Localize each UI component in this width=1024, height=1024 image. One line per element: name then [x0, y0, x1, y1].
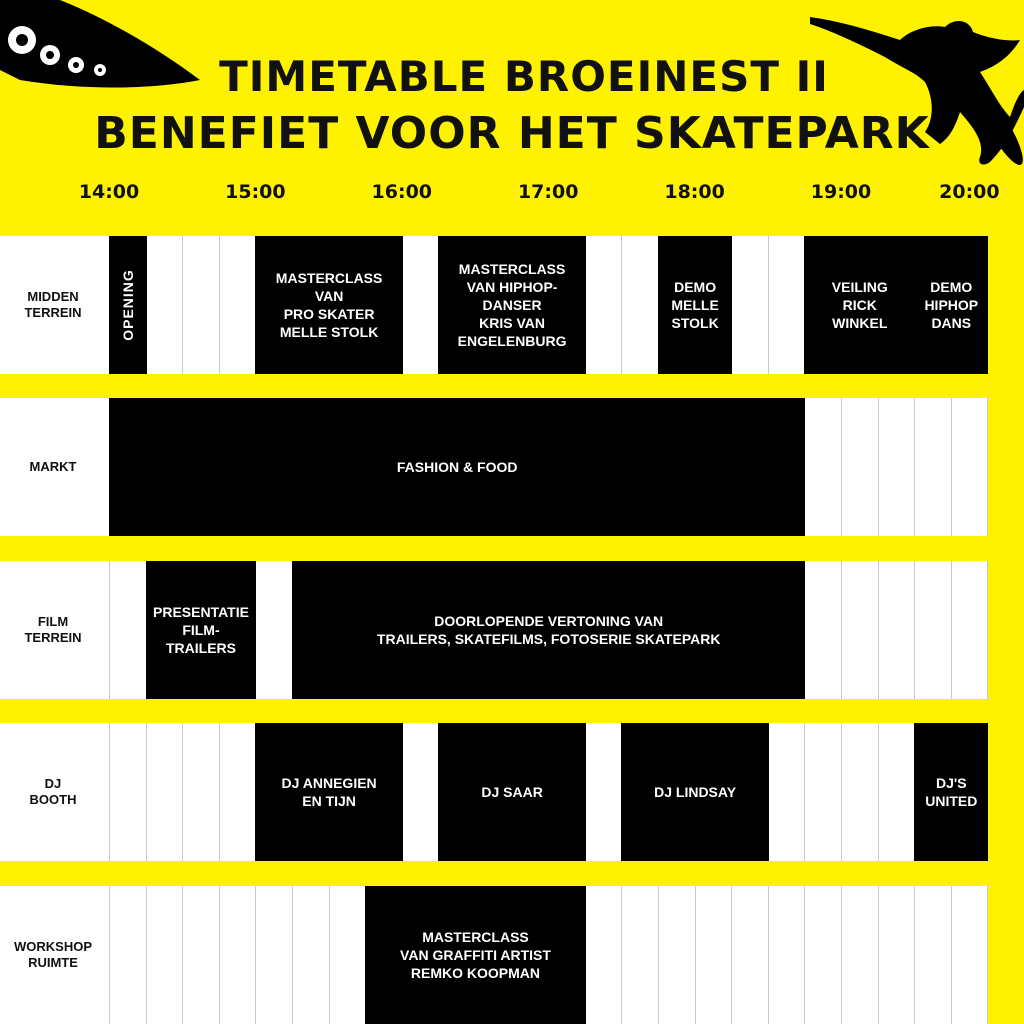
grid-line [146, 886, 147, 1024]
time-tick-label: 16:00 [371, 181, 433, 203]
event-block [621, 723, 768, 861]
grid-line [951, 398, 952, 536]
grid-line [731, 886, 732, 1024]
grid-line [841, 723, 842, 861]
event-label: DJ LINDSAY [654, 784, 737, 800]
time-tick-label: 14:00 [78, 181, 140, 203]
grid-line [255, 886, 256, 1024]
grid-line [219, 886, 220, 1024]
grid-line [658, 886, 659, 1024]
right-border-strip [988, 206, 1024, 1024]
event-block [255, 236, 402, 374]
event-label: MASTERCLASS VAN PRO SKATER MELLE STOLK [275, 270, 383, 340]
grid-line [804, 886, 805, 1024]
grid-line [878, 723, 879, 861]
row-label: WORKSHOP RUIMTE [14, 939, 92, 970]
grid-line [219, 723, 220, 861]
grid-line [182, 723, 183, 861]
event-label: DJ ANNEGIEN EN TIJN [281, 775, 377, 809]
grid-line [768, 236, 769, 374]
event-block [109, 236, 147, 374]
event-block [438, 236, 585, 374]
event-label: OPENING [119, 269, 136, 341]
grid-line [878, 561, 879, 699]
event-block [914, 723, 988, 861]
row-label: MARKT [29, 459, 77, 474]
grid-line [768, 886, 769, 1024]
grid-line [695, 886, 696, 1024]
grid-line [621, 886, 622, 1024]
row-label: MIDDEN TERREIN [24, 289, 82, 320]
grid-line [914, 561, 915, 699]
grid-line [914, 398, 915, 536]
event-label: MASTERCLASS VAN GRAFFITI ARTIST REMKO KOOPMAN [400, 929, 551, 981]
grid-line [109, 886, 110, 1024]
event-label: FASHION & FOOD [396, 459, 518, 475]
grid-line [804, 723, 805, 861]
row-label: FILM TERREIN [24, 614, 82, 645]
time-tick-label: 15:00 [225, 181, 286, 203]
time-tick-label: 18:00 [664, 181, 725, 203]
grid-line [878, 886, 879, 1024]
grid-line [914, 886, 915, 1024]
event-block [658, 236, 732, 374]
event-block [109, 398, 805, 536]
event-block [804, 236, 915, 374]
grid-line [109, 723, 110, 861]
grid-line [878, 398, 879, 536]
grid-line [182, 236, 183, 374]
event-block [365, 886, 586, 1024]
grid-line [182, 886, 183, 1024]
event-block [292, 561, 805, 699]
event-label: DEMO MELLE STOLK [671, 279, 719, 331]
event-label: DJ'S UNITED [925, 775, 978, 809]
event-block [255, 723, 402, 861]
event-label: VEILING RICK WINKEL [831, 279, 888, 331]
event-label: MASTERCLASS VAN HIPHOP- DANSER KRIS VAN ENGELENBURG [457, 261, 567, 349]
grid-line [841, 886, 842, 1024]
time-tick-label: 19:00 [810, 181, 872, 203]
grid-line [621, 236, 622, 374]
event-label: DEMO HIPHOP DANS [924, 279, 979, 331]
event-block [914, 236, 988, 374]
title-line-2: BENEFIET VOOR HET SKATEPARK [94, 108, 930, 159]
grid-line [329, 886, 330, 1024]
grid-line [146, 723, 147, 861]
event-label: DOORLOPENDE VERTONING VAN TRAILERS, SKATEFILMS, FOTOSERIE SKATEPARK [376, 613, 721, 647]
event-block [146, 561, 257, 699]
event-block [438, 723, 585, 861]
grid-line [951, 886, 952, 1024]
grid-line [951, 561, 952, 699]
grid-line [841, 561, 842, 699]
grid-line [219, 236, 220, 374]
title-line-1: TIMETABLE BROEINEST II [219, 52, 829, 101]
event-label: DJ SAAR [481, 784, 543, 800]
grid-line [109, 561, 110, 699]
time-tick-label: 20:00 [939, 181, 1000, 203]
row-label: DJ BOOTH [29, 776, 77, 807]
event-label: PRESENTATIE FILM- TRAILERS [153, 604, 249, 656]
grid-line [841, 398, 842, 536]
time-tick-label: 17:00 [517, 181, 579, 203]
grid-line [292, 886, 293, 1024]
